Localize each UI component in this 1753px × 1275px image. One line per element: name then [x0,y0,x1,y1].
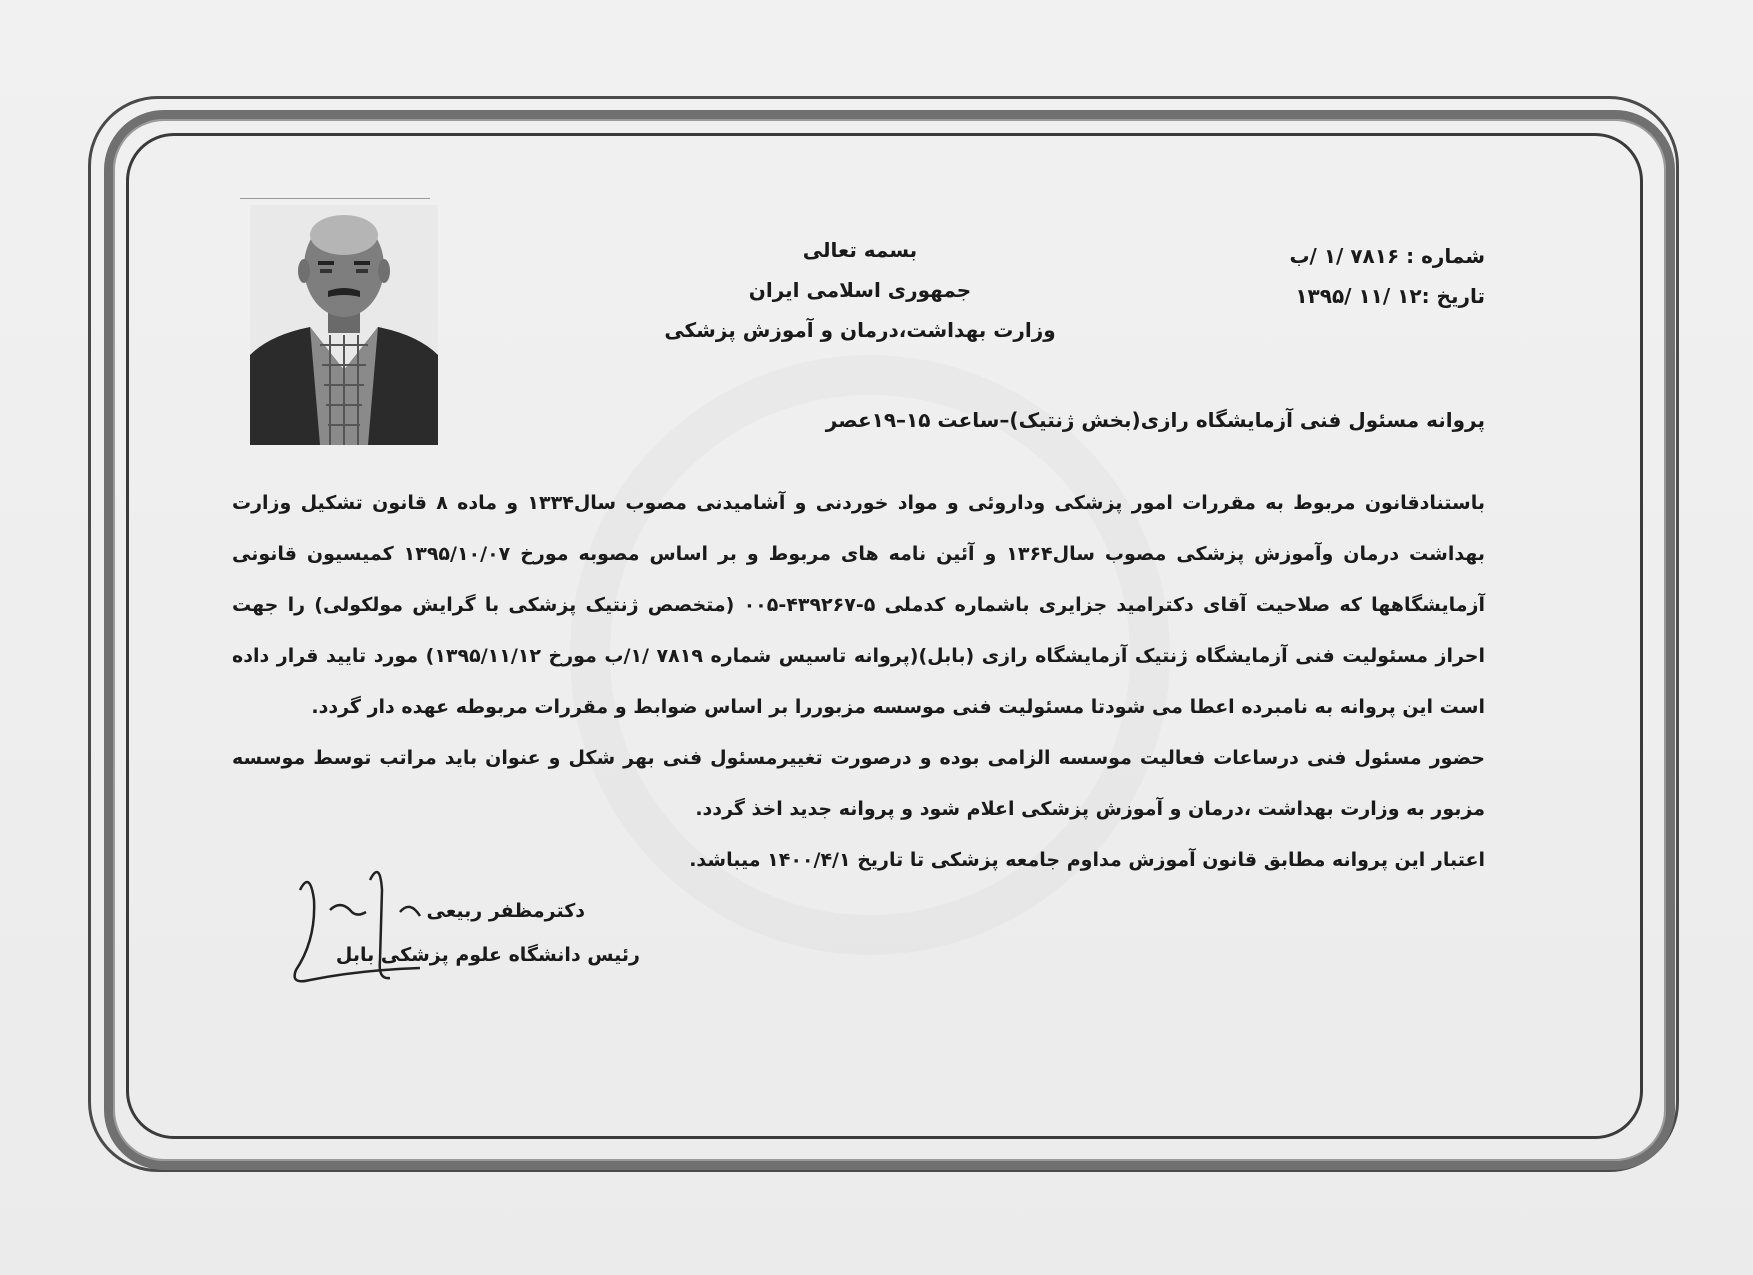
portrait-photo [250,205,438,445]
signatory-title: رئیس دانشگاه علوم پزشکی بابل [335,944,640,966]
body-paragraph: حضور مسئول فنی درساعات فعالیت موسسه الزامی بوده و درصورت تغییرمسئول فنی بهر شکل و عنوان باید مراتب توسط موسسه مزبور به وزارت بهداشت ،درمان و آموزش پزشکی اعلام شود و پروانه جدید اخذ گردد. [232,747,1485,820]
body-text [232,478,1485,886]
photo-line [240,198,430,199]
ministry-name: وزارت بهداشت،درمان و آموزش پزشکی [664,318,1056,342]
signatory-name: دکترمظفر ربیعی [426,900,585,922]
basmala: بسمه تعالی [802,238,918,262]
reference-date: تاریخ :۱۲ /۱۱ /۱۳۹۵ [1295,284,1485,308]
reference-number: شماره : ۷۸۱۶ /۱ /ب [1289,244,1485,268]
body-paragraph: باستنادقانون مربوط به مقررات امور پزشکی وداروئی و مواد خوردنی و آشامیدنی مصوب سال۱۳۳۴ و ماده ۸ قانون تشکیل وزارت بهداشت درمان وآموزش پزشکی مصوب سال۱۳۶۴ و آئین نامه های مربوط و بر اساس مصوبه مورخ ۱۳۹۵/۱۰/۰۷ کمیسیون قانونی آزمایشگاهها که صلاحیت آقای دکترامید جزایری باشماره کدملی ۵-۴۳۹۲۶۷-۰۰۵ (متخصص ژنتیک پزشکی با گرایش مولکولی) را جهت احراز مسئولیت فنی آزمایشگاه ژنتیک آزمایشگاه رازی (بابل)(پروانه تاسیس شماره ۷۸۱۹ /۱/ب مورخ ۱۳۹۵/۱۱/۱۲) مورد تایید قرار داده است این پروانه به نامبرده اعطا می شودتا مسئولیت فنی موسسه مزبوررا بر اساس ضوابط و مقررات مربوطه عهده دار گردد. [232,492,1486,718]
letterhead [640,230,1080,350]
signature-mark [270,860,470,1000]
reference-block [1180,236,1485,316]
country-name: جمهوری اسلامی ایران [748,278,972,302]
body-paragraph: اعتبار این پروانه مطابق قانون آموزش مداوم جامعه پزشکی تا تاریخ ۱۴۰۰/۴/۱ میباشد. [689,849,1485,871]
document-title: پروانه مسئول فنی آزمایشگاه رازی(بخش ژنتیک)–ساعت ۱۵–۱۹عصر [825,408,1485,432]
